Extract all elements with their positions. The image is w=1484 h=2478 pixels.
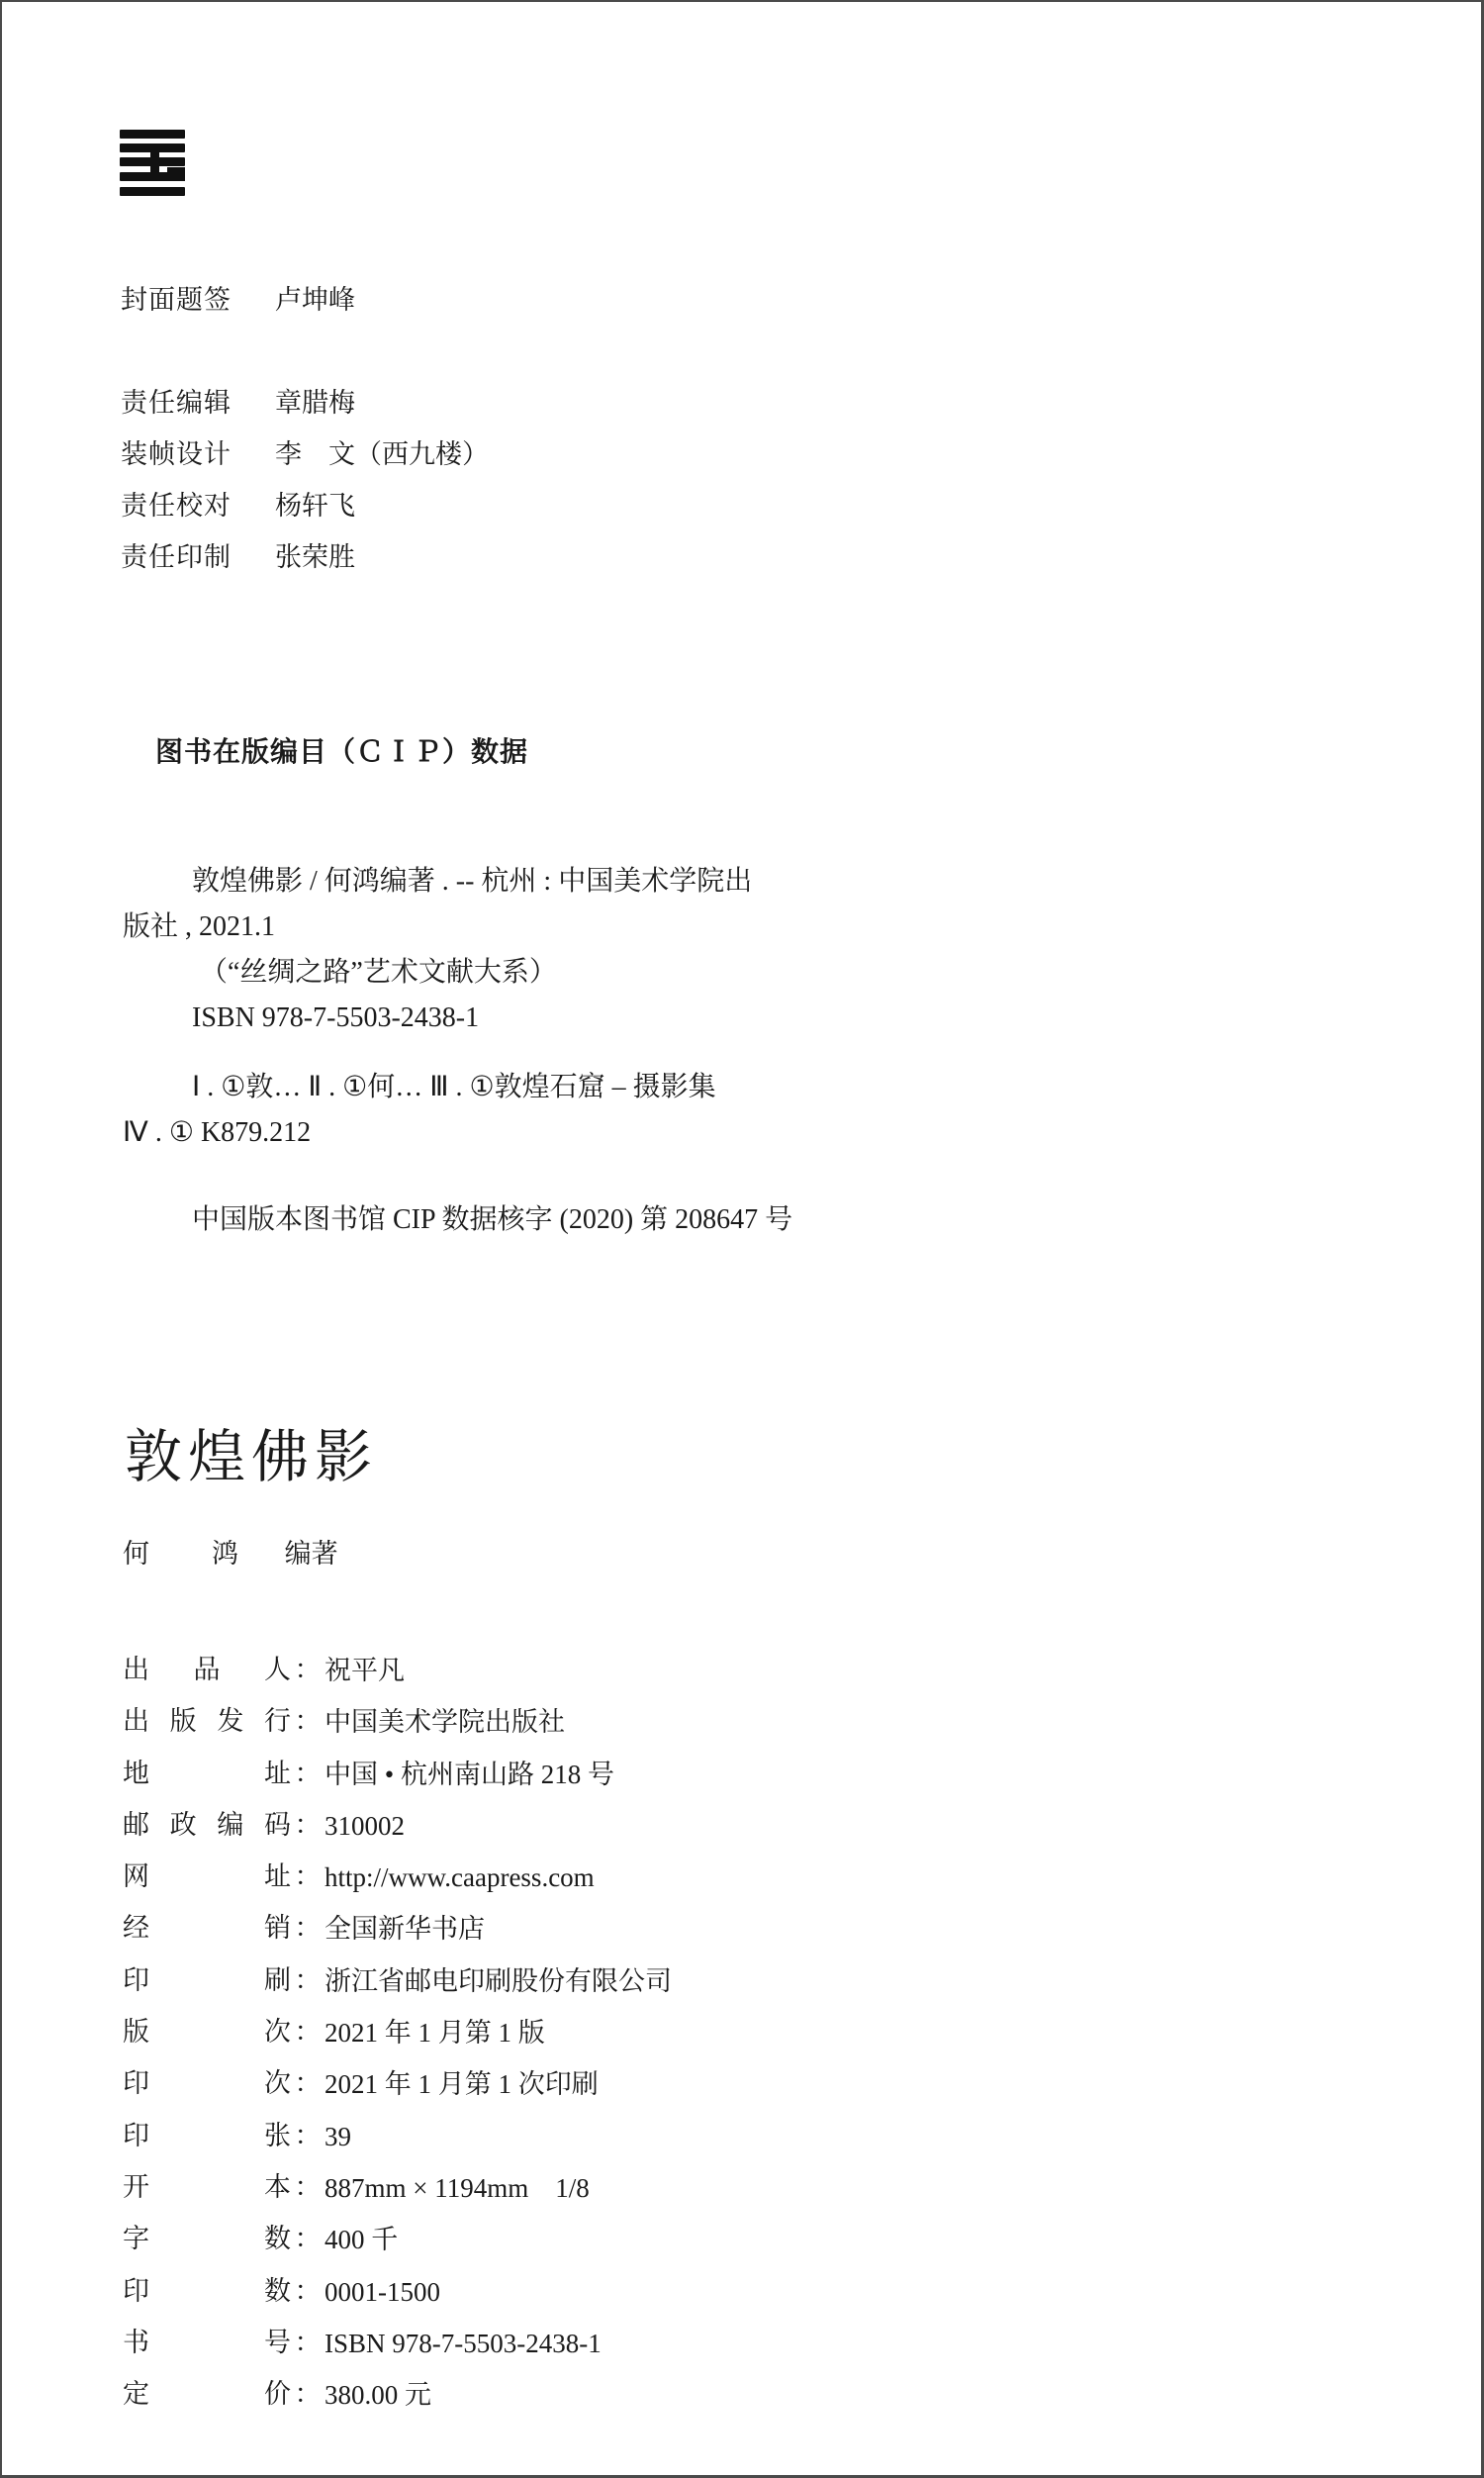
publication-details xyxy=(123,1645,672,2421)
cip-data-block xyxy=(123,859,792,1243)
label-colon: ： xyxy=(294,1964,322,1996)
publication-label xyxy=(123,1645,291,1696)
publication-row xyxy=(123,2318,672,2369)
label-char: 本 xyxy=(264,2171,291,2203)
publication-label xyxy=(123,1852,291,1903)
publication-row xyxy=(123,2058,672,2110)
label-char: 出 xyxy=(123,1655,149,1685)
publication-row xyxy=(123,1645,672,1696)
publication-value: 2021 年 1 月第 1 次印刷 xyxy=(325,2069,599,2100)
publication-row xyxy=(123,2007,672,2058)
label-char: 价 xyxy=(264,2379,291,2411)
label-colon: ： xyxy=(294,1913,322,1945)
publication-row xyxy=(123,1749,672,1800)
publication-label xyxy=(123,2162,291,2214)
label-char: 书 xyxy=(123,2327,149,2358)
publication-label xyxy=(123,2214,291,2265)
publication-value: 中国美术学院出版社 xyxy=(325,1707,565,1738)
publication-label xyxy=(123,1800,291,1852)
cip-line: ISBN 978-7-5503-2438-1 xyxy=(192,1002,480,1033)
credit-label: 封面题签 xyxy=(121,285,232,316)
label-colon: ： xyxy=(294,2224,322,2255)
label-char: 政 xyxy=(169,1809,197,1841)
publication-label xyxy=(123,2058,291,2110)
label-colon: ： xyxy=(294,2171,322,2203)
author-name: 何 鸿 xyxy=(123,1539,256,1570)
publication-value: 400 千 xyxy=(325,2225,399,2255)
publication-value: 中国 • 杭州南山路 218 号 xyxy=(325,1759,614,1789)
cip-heading: 图书在版编目（ＣＩＰ）数据 xyxy=(155,735,529,768)
label-char: 网 xyxy=(123,1861,149,1893)
cip-line: Ⅰ . ①敦… Ⅱ . ①何… Ⅲ . ①敦煌石窟 – 摄影集 xyxy=(192,1072,716,1102)
label-char: 品 xyxy=(193,1655,221,1685)
publication-label xyxy=(123,2369,291,2421)
publication-value: 0001-1500 xyxy=(325,2276,440,2307)
label-char: 定 xyxy=(123,2379,149,2411)
credit-label: 装帧设计 xyxy=(121,439,232,470)
label-char: 号 xyxy=(264,2327,291,2358)
label-char: 经 xyxy=(123,1913,149,1945)
label-char: 版 xyxy=(123,2017,149,2049)
credit-value: 李 文（西九楼） xyxy=(275,439,489,470)
label-char: 人 xyxy=(264,1655,291,1685)
label-char: 次 xyxy=(264,2017,291,2049)
credit-value: 杨轩飞 xyxy=(275,491,355,522)
publication-row xyxy=(123,1696,672,1748)
publication-label xyxy=(123,1696,291,1748)
publication-row xyxy=(123,1955,672,2007)
publication-value: 887mm × 1194mm 1/8 xyxy=(325,2172,590,2203)
label-colon: ： xyxy=(294,2017,322,2049)
label-char: 印 xyxy=(123,1964,149,1996)
label-char: 址 xyxy=(264,1861,291,1893)
label-colon: ： xyxy=(294,2379,322,2411)
label-char: 数 xyxy=(264,2224,291,2255)
publication-value: http://www.caapress.com xyxy=(325,1862,595,1893)
publication-row xyxy=(123,2111,672,2162)
label-char: 字 xyxy=(123,2224,149,2255)
label-char: 出 xyxy=(123,1706,149,1738)
publication-value: 2021 年 1 月第 1 版 xyxy=(325,2018,545,2049)
publication-label xyxy=(123,2007,291,2058)
publication-row xyxy=(123,1903,672,1954)
label-char: 行 xyxy=(263,1706,291,1738)
cip-line: 版社 , 2021.1 xyxy=(123,911,276,942)
credit-label: 责任印制 xyxy=(121,542,232,573)
book-author xyxy=(123,1532,338,1571)
credit-value: 章腊梅 xyxy=(275,388,355,419)
label-colon: ： xyxy=(294,1706,322,1738)
credit-label: 责任校对 xyxy=(121,491,232,522)
publication-row xyxy=(123,2162,672,2214)
publication-value: 祝平凡 xyxy=(325,1656,405,1685)
label-char: 销 xyxy=(264,1913,291,1945)
label-colon: ： xyxy=(294,1655,322,1685)
publication-label xyxy=(123,2266,291,2318)
cip-line: 敦煌佛影 / 何鸿编著 . -- 杭州 : 中国美术学院出 xyxy=(192,866,753,897)
label-char: 开 xyxy=(123,2171,149,2203)
publication-value: 310002 xyxy=(325,1810,405,1841)
label-colon: ： xyxy=(294,1809,322,1841)
publication-label xyxy=(123,1903,291,1954)
credit-row xyxy=(121,481,489,532)
label-colon: ： xyxy=(294,2275,322,2307)
author-role: 编著 xyxy=(284,1539,338,1570)
credit-value: 卢坤峰 xyxy=(275,285,355,316)
publication-value: 380.00 元 xyxy=(325,2380,431,2411)
publication-row xyxy=(123,2369,672,2421)
label-char: 版 xyxy=(169,1706,197,1738)
label-colon: ： xyxy=(294,2327,322,2358)
label-char: 张 xyxy=(264,2120,291,2151)
publication-value: 浙江省邮电印刷股份有限公司 xyxy=(325,1965,672,1996)
label-char: 刷 xyxy=(264,1964,291,1996)
label-colon: ： xyxy=(294,2120,322,2151)
label-colon: ： xyxy=(294,1861,322,1893)
publication-value: 全国新华书店 xyxy=(325,1914,485,1945)
label-char: 址 xyxy=(264,1758,291,1789)
label-char: 邮 xyxy=(123,1809,149,1841)
label-char: 数 xyxy=(264,2275,291,2307)
label-char: 印 xyxy=(123,2120,149,2151)
label-char: 编 xyxy=(217,1809,244,1841)
cip-line: 中国版本图书馆 CIP 数据核字 (2020) 第 208647 号 xyxy=(192,1204,793,1235)
label-char: 码 xyxy=(263,1809,291,1841)
label-colon: ： xyxy=(294,2068,322,2100)
publication-row xyxy=(123,2214,672,2265)
publication-label xyxy=(123,2111,291,2162)
publication-value: ISBN 978-7-5503-2438-1 xyxy=(325,2328,602,2358)
label-char: 次 xyxy=(264,2068,291,2100)
publisher-logo-icon xyxy=(120,130,185,196)
credit-value: 张荣胜 xyxy=(275,542,355,573)
publication-row xyxy=(123,1800,672,1852)
publication-label xyxy=(123,1955,291,2007)
label-char: 印 xyxy=(123,2275,149,2307)
label-char: 发 xyxy=(217,1706,244,1738)
credit-row xyxy=(121,275,489,327)
credit-row xyxy=(121,429,489,481)
book-title: 敦煌佛影 xyxy=(125,1423,379,1490)
publication-label xyxy=(123,1749,291,1800)
publication-row xyxy=(123,2266,672,2318)
credits-block xyxy=(121,275,489,584)
cip-line: Ⅳ . ① K879.212 xyxy=(123,1117,312,1148)
credit-row xyxy=(121,532,489,584)
publication-row xyxy=(123,1852,672,1903)
publication-value: 39 xyxy=(325,2121,351,2151)
credit-row xyxy=(121,378,489,429)
credit-label: 责任编辑 xyxy=(121,388,232,419)
label-char: 印 xyxy=(123,2068,149,2100)
label-colon: ： xyxy=(294,1758,322,1789)
label-char: 地 xyxy=(123,1758,149,1789)
publication-label xyxy=(123,2318,291,2369)
cip-line: （“丝绸之路”艺术文献大系） xyxy=(200,957,557,988)
